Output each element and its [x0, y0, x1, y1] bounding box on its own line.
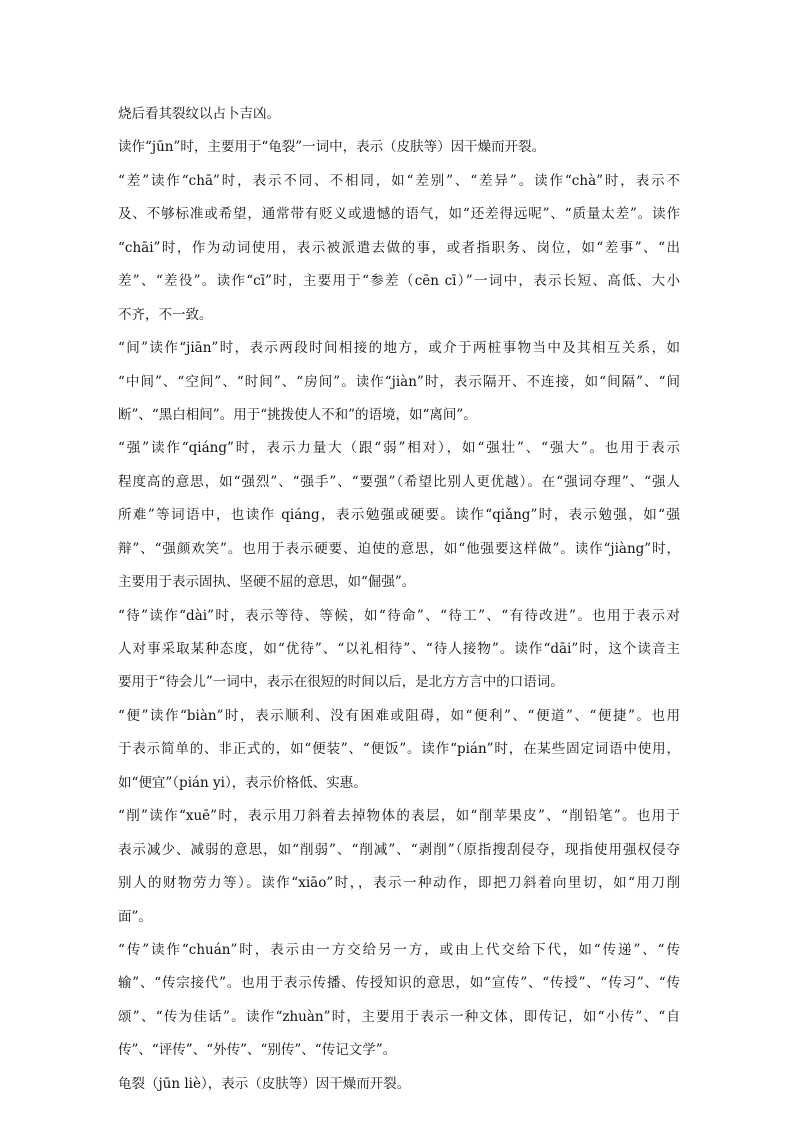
text-line: 断”、“黑白相间”。用于“挑拨使人不和”的语境，如“离间”。	[118, 406, 477, 423]
text-line: 传”、“评传”、“外传”、“别传”、“传记文学”。	[118, 1042, 397, 1059]
text-line: 要用于“待会儿”一词中，表示在很短的时间以后，是北方方言中的口语词。	[118, 674, 564, 691]
text-line: “便”读作“biàn”时，表示顺利、没有困难或阻碍，如“便利”、“便道”、“便捷”。也用	[118, 707, 680, 724]
text-line: 于表示简单的、非正式的，如“便装”、“便饭”。读作“pián”时，在某些固定词语中使用，	[118, 741, 680, 758]
text-line: 表示减少、减弱的意思，如“削弱”、“削减”、“剥削”（原指搜刮侵夺，现指使用强权侵夺	[118, 841, 680, 858]
text-line: “强”读作“qiáng”时，表示力量大（跟“弱”相对），如“强壮”、“强大”。也用于表示	[118, 440, 680, 457]
text-line: 颂”、“传为佳话”。读作“zhuàn”时，主要用于表示一种文体，即传记，如“小传”、“自	[118, 1008, 680, 1025]
text-line: 所难”等词语中，也读作 qiáng，表示勉强或硬要。读作“qiǎng”时，表示勉强，如“强	[118, 507, 680, 524]
text-line: 别人的财物劳力等）。读作“xiāo”时，，表示一种动作，即把刀斜着向里切，如“用刀削	[118, 875, 680, 892]
text-line: 辩”、“强颜欢笑”。也用于表示硬要、迫使的意思，如“他强要这样做”。读作“jiàng”时，	[118, 540, 680, 557]
text-line: 及、不够标准或希望，通常带有贬义或遗憾的语气，如“还差得远呢”、“质量太差”。读作	[118, 206, 680, 223]
text-line: 面”。	[118, 908, 152, 925]
text-line: 主要用于表示固执、坚硬不屈的意思，如“倔强”。	[118, 574, 416, 591]
text-line: 程度高的意思，如“强烈”、“强手”、“要强”（希望比别人更优越）。在“强词夺理”、“强人	[118, 473, 680, 490]
text-line: “传”读作“chuán”时，表示由一方交给另一方，或由上代交给下代，如“传递”、“传	[118, 941, 680, 958]
text-line: 输”、“传宗接代”。也用于表示传播、传授知识的意思，如“宣传”、“传授”、“传习”、“传	[118, 975, 680, 992]
text-line: “待”读作“dài”时，表示等待、等候，如“待命”、“待工”、“有待改进”。也用于表示对	[118, 607, 680, 624]
text-line: “削”读作“xuē”时，表示用刀斜着去掉物体的表层，如“削苹果皮”、“削铅笔”。也用于	[118, 808, 680, 825]
text-line: “间”读作“jiān”时，表示两段时间相接的地方，或介于两桩事物当中及其相互关系，如	[118, 340, 680, 357]
text-line: 不齐，不一致。	[118, 306, 213, 323]
text-line: 如“便宜”（pián yi），表示价格低、实惠。	[118, 774, 367, 791]
text-line: 读作“jūn”时，主要用于“龟裂”一词中，表示（皮肤等）因干燥而开裂。	[118, 139, 546, 156]
text-line: 差”、“差役”。读作“cī”时，主要用于“参差（cēn cī）”一词中，表示长短、高低、大小	[118, 273, 680, 290]
text-line: “差”读作“chā”时，表示不同、不相同，如“差别”、“差异”。读作“chà”时，表示不	[118, 172, 680, 189]
text-line: “中间”、“空间”、“时间”、“房间”。读作“jiàn”时，表示隔开、不连接，如“间隔”、“间	[118, 373, 680, 390]
text-line: 烧后看其裂纹以占卜吉凶。	[118, 106, 280, 122]
document-body	[118, 98, 680, 1101]
text-line: 龟裂（jūn liè），表示（皮肤等）因干燥而开裂。	[118, 1075, 411, 1092]
text-line: “chāi”时，作为动词使用，表示被派遣去做的事，或者指职务、岗位，如“差事”、“出	[118, 239, 680, 256]
text-line: 人对事采取某种态度，如“优待”、“以礼相待”、“待人接物”。读作“dāi”时，这个读音主	[118, 641, 680, 657]
